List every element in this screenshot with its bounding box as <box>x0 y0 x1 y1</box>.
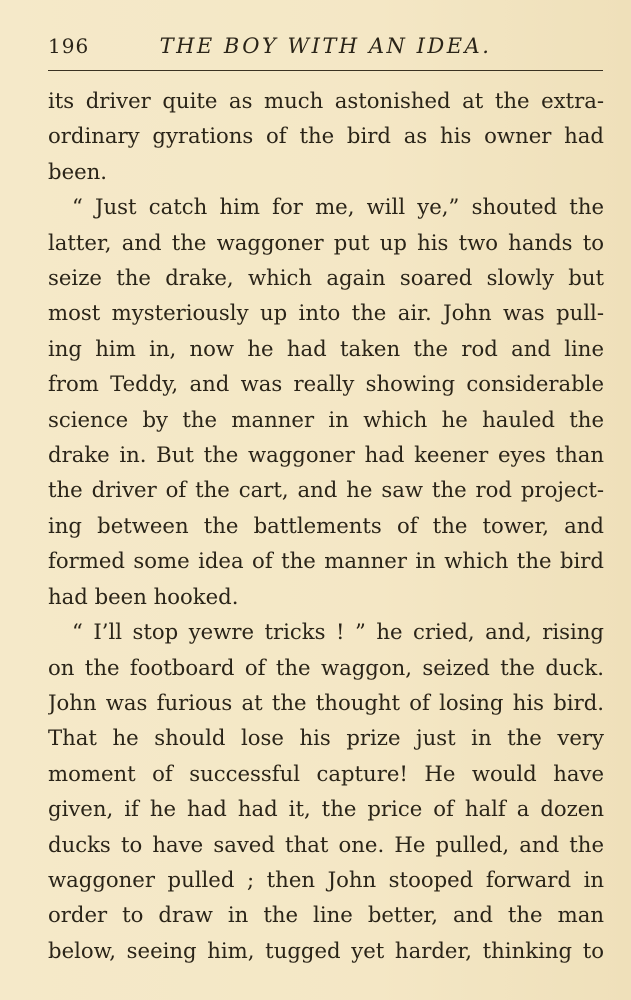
body-text <box>48 83 604 968</box>
page-number: 196 <box>48 34 90 58</box>
text-line: formed some idea of the manner in which the bird <box>48 548 604 574</box>
text-line: ordinary gyrations of the bird as his owner had <box>48 123 604 149</box>
text-line: waggoner pulled ; then John stooped forward in <box>48 866 604 892</box>
text-line: latter, and the waggoner put up his two hands to <box>48 229 604 255</box>
text-line: given, if he had had it, the price of half a dozen <box>48 796 604 822</box>
text-line: most mysteriously up into the air. John was pull- <box>48 300 604 326</box>
text-line: from Teddy, and was really showing considerable <box>48 371 604 397</box>
text-line: ducks to have saved that one. He pulled, and the <box>48 831 604 857</box>
text-line: order to draw in the line better, and the man <box>48 902 604 928</box>
text-line: That he should lose his prize just in the very <box>48 725 604 751</box>
text-line: “ I’ll stop yewre tricks ! ” he cried, and, rising <box>72 619 604 645</box>
header-rule <box>48 70 603 71</box>
text-line: the driver of the cart, and he saw the rod project- <box>48 477 604 503</box>
text-line: below, seeing him, tugged yet harder, thinking to <box>48 937 604 963</box>
text-line: moment of successful capture! He would have <box>48 760 604 786</box>
text-line: ing him in, now he had taken the rod and line <box>48 335 604 361</box>
text-line: John was furious at the thought of losing his bird. <box>48 689 604 715</box>
text-line: seize the drake, which again soared slowly but <box>48 265 604 291</box>
text-line: been. <box>48 158 108 184</box>
text-line: drake in. But the waggoner had keener eyes than <box>48 442 604 468</box>
text-line: ing between the battlements of the tower, and <box>48 512 604 538</box>
text-line: “ Just catch him for me, will ye,” shouted the <box>72 194 604 220</box>
running-title: THE BOY WITH AN IDEA. <box>159 34 492 58</box>
text-line: science by the manner in which he hauled the <box>48 406 604 432</box>
text-line: on the footboard of the waggon, seized the duck. <box>48 654 604 680</box>
running-head <box>48 34 603 60</box>
text-line: its driver quite as much astonished at the extra- <box>48 88 604 113</box>
text-line: had been hooked. <box>48 583 239 609</box>
